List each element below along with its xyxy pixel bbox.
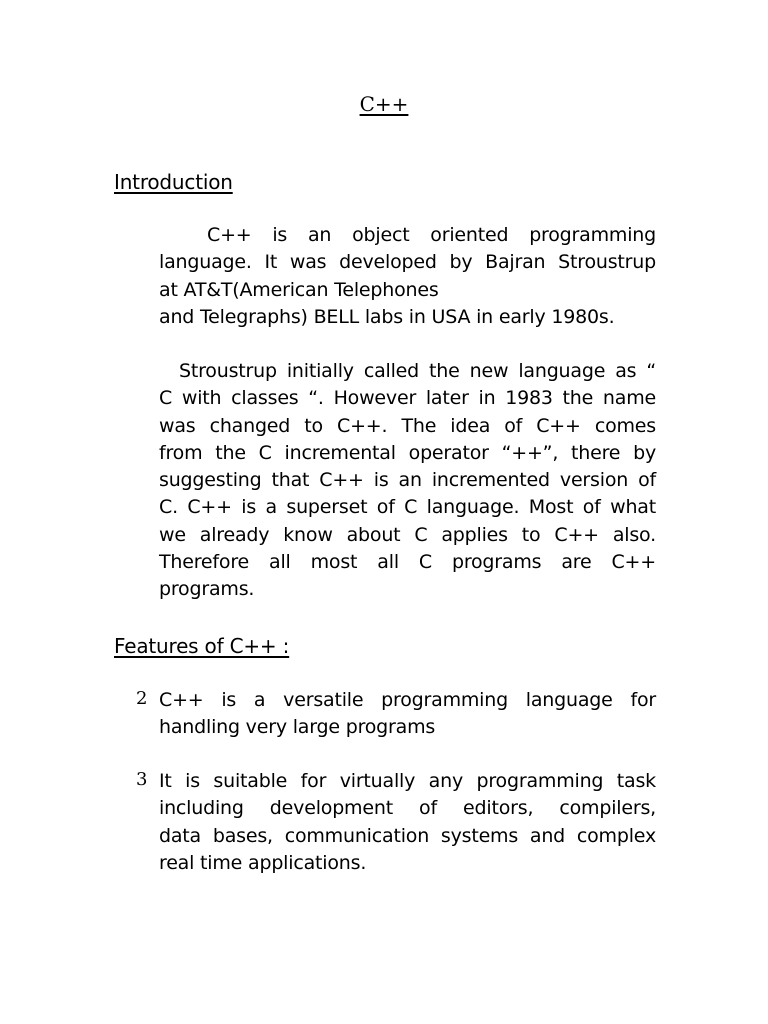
paragraph-line: from the C incremental operator “++”, there by xyxy=(159,441,656,464)
paragraph-line: programs. xyxy=(159,578,255,601)
paragraph-line: including development of editors, compilers, xyxy=(159,797,656,820)
paragraph-line: handling very large programs xyxy=(159,716,436,739)
paragraph-line: we already know about C applies to C++ also. xyxy=(159,523,656,546)
paragraph-line: was changed to C++. The idea of C++ comes xyxy=(159,414,656,437)
features-heading: Features of C++ : xyxy=(114,634,290,658)
paragraph-line: data bases, communication systems and complex xyxy=(159,824,656,847)
paragraph-line: and Telegraphs) BELL labs in USA in early 1980s. xyxy=(159,305,615,328)
paragraph-line: It is suitable for virtually any programming task xyxy=(159,770,656,792)
paragraph-line: at AT&T(American Telephones xyxy=(159,278,439,301)
paragraph-line: C++ is an object oriented programming xyxy=(207,224,656,246)
feature-text xyxy=(159,687,656,742)
feature-text xyxy=(159,768,656,877)
introduction-paragraph-2 xyxy=(159,358,656,604)
document-title: C++ xyxy=(359,92,409,116)
paragraph-line: Stroustrup initially called the new language as “ xyxy=(179,360,656,382)
paragraph-line: language. It was developed by Bajran Stroustrup xyxy=(159,251,656,274)
paragraph-line: suggesting that C++ is an incremented version of xyxy=(159,469,656,492)
paragraph-line: C++ is a versatile programming language for xyxy=(159,689,656,711)
list-item-number: 3 xyxy=(136,769,148,790)
introduction-paragraph-1 xyxy=(159,222,656,331)
introduction-heading: Introduction xyxy=(114,170,233,194)
paragraph-line: C with classes “. However later in 1983 the name xyxy=(159,387,656,410)
paragraph-line: Therefore all most all C programs are C++ xyxy=(159,551,656,574)
paragraph-line: real time applications. xyxy=(159,851,367,874)
paragraph-line: C. C++ is a superset of C language. Most of what xyxy=(159,496,656,519)
list-item-number: 2 xyxy=(136,688,148,709)
